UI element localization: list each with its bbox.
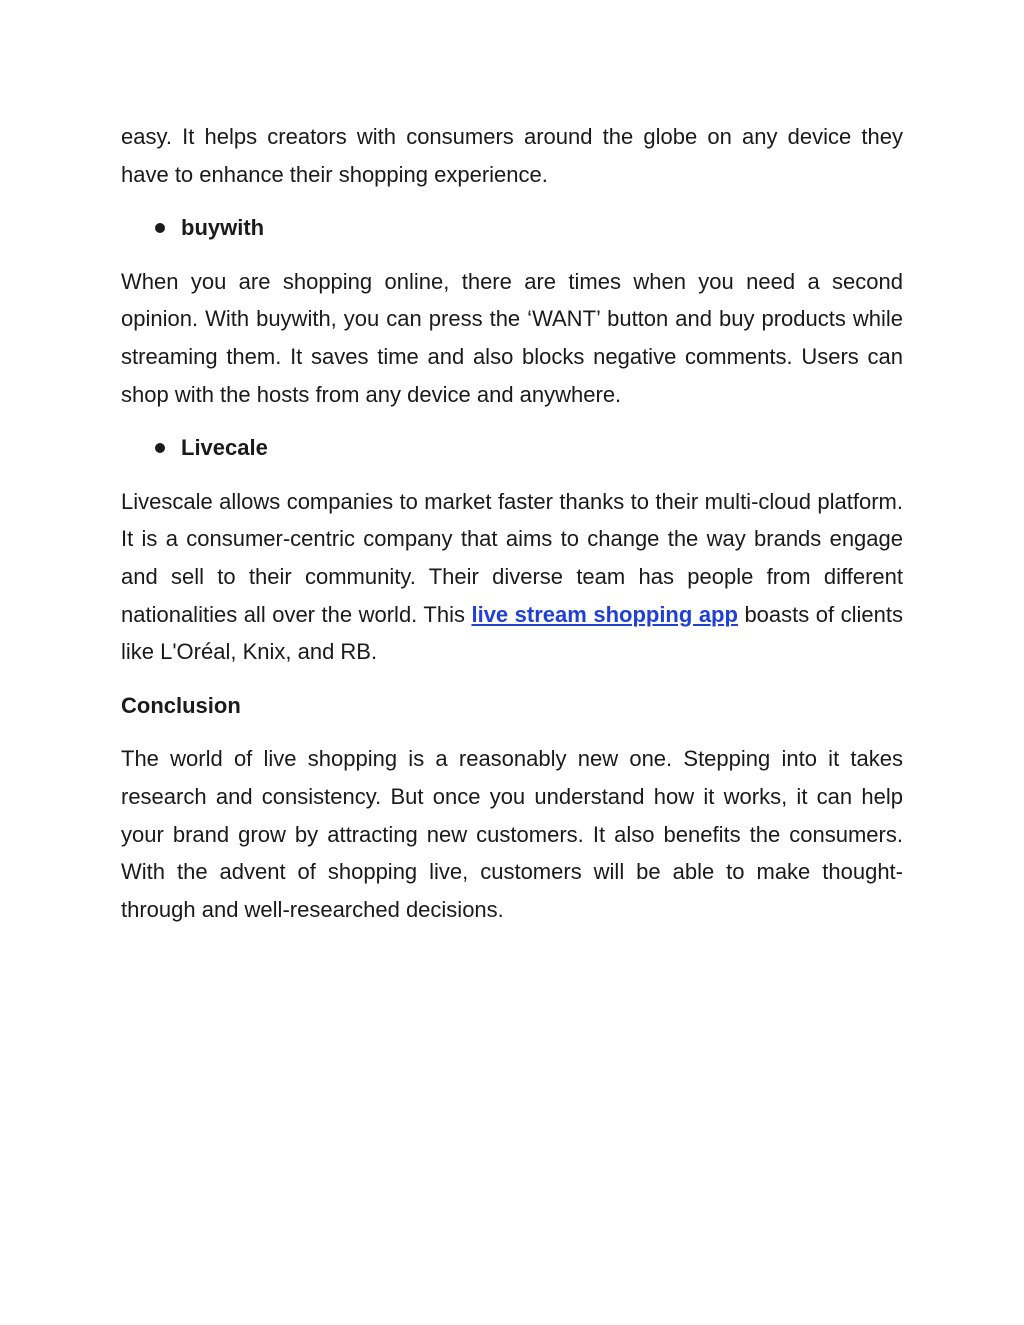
bullet-label-buywith: buywith	[181, 215, 265, 241]
bullet-point-icon	[155, 223, 165, 233]
conclusion-heading: Conclusion	[121, 692, 241, 718]
livescale-text-after-link: boasts of clients like L'Oréal, Knix, and RB.	[121, 601, 903, 665]
bullet-item-livecale	[121, 429, 903, 467]
conclusion-paragraph: The world of live shopping is a reasonably new one. Stepping into it takes research and consistency. But once you understand how it works, it can help your brand grow by attracting new customers. It also benefits the consumers. With the advent of shopping live, customers will be able to make thought-through and well-researched decisions.	[121, 746, 903, 922]
bullet-label-livecale: Livecale	[181, 435, 268, 461]
livescale-text-before-link: Livescale allows companies to market faster thanks to their multi-cloud platform. It is a consumer-centric company that aims to change the way brands engage and sell to their community. Their diverse team has people from different nationalities all over the world. This	[121, 488, 903, 627]
document-page	[121, 118, 903, 928]
intro-paragraph: easy. It helps creators with consumers around the globe on any device they have to enhance their shopping experience.	[121, 124, 903, 187]
buywith-paragraph: When you are shopping online, there are times when you need a second opinion. With buywith, you can press the ‘WANT’ button and buy products while streaming them. It saves time and also blocks negative comments. Users can shop with the hosts from any device and anywhere.	[121, 268, 903, 407]
bullet-item-buywith	[121, 209, 903, 247]
live-stream-shopping-app-link[interactable]: live stream shopping app	[471, 601, 738, 627]
bullet-point-icon	[155, 443, 165, 453]
livescale-paragraph	[121, 483, 903, 671]
